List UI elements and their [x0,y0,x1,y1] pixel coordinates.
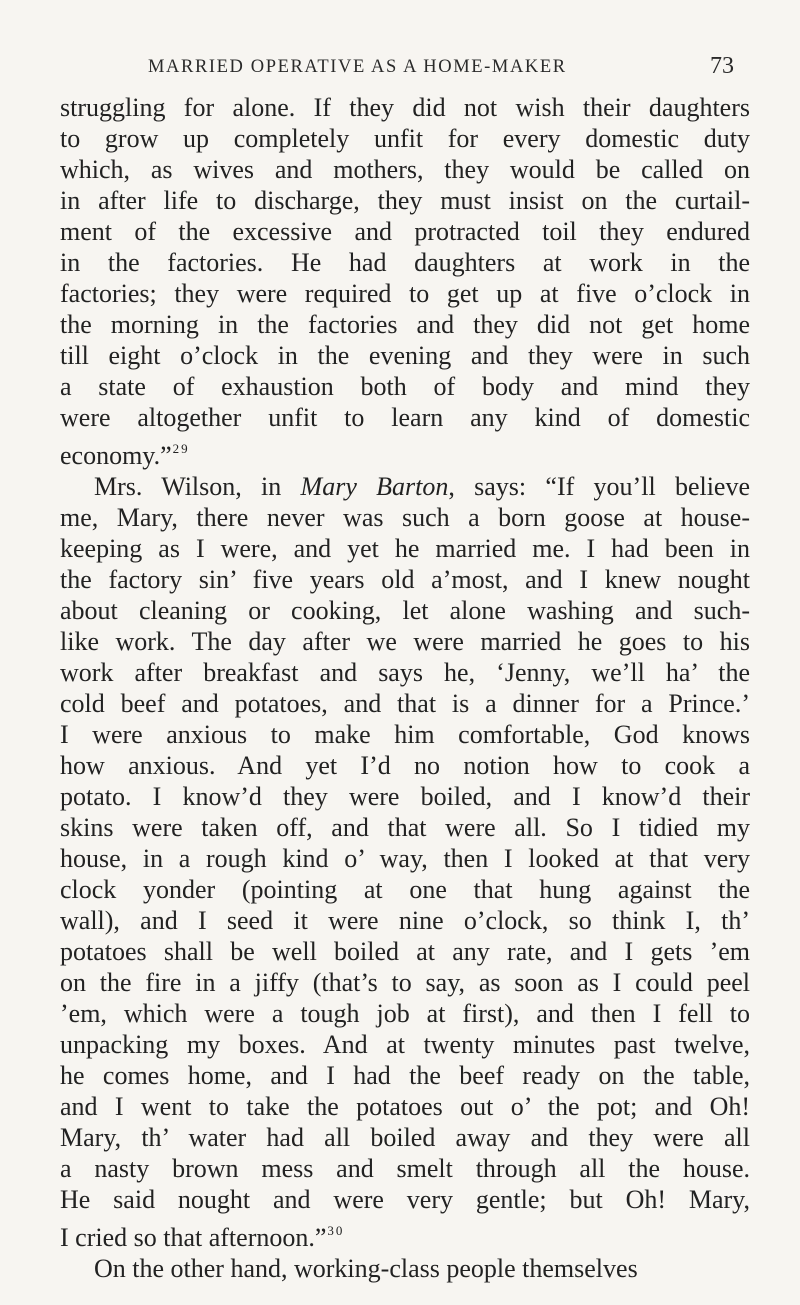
text-line: Mary, th’ water had all boiled away and they were all [60,1123,750,1152]
text-line: wall), and I seed it were nine o’clock, so think I, th’ [60,906,750,935]
page-number: 73 [710,53,734,79]
footnote-ref-29: 29 [172,441,190,456]
text-line: He said nought and were very gentle; but Oh! Mary, [60,1185,750,1214]
footnote-ref-30: 30 [327,1223,345,1238]
text-line: struggling for alone. If they did not wish their daughters [60,93,750,122]
text-line: he comes home, and I had the beef ready on the table, [60,1061,750,1090]
text-line: skins were taken off, and that were all. So I tidied my [60,813,750,842]
book-title: Mary Barton [300,472,449,501]
text-line: On the other hand, working-class people themselves [94,1254,638,1283]
text-fragment: I cried so that afternoon.” [60,1223,327,1252]
running-head: MARRIED OPERATIVE AS A HOME-MAKER [148,57,567,77]
text-line: work after breakfast and says he, ‘Jenny, we’ll ha’ the [60,658,750,687]
text-line: I were anxious to make him comfortable, God knows [60,720,750,749]
text-line: a nasty brown mess and smelt through all the house. [60,1154,750,1183]
text-line: clock yonder (pointing at one that hung against the [60,875,750,904]
text-line: ment of the excessive and protracted toil they endured [60,217,750,246]
text-line: factories; they were required to get up at five o’clock in [60,279,750,308]
text-line: which, as wives and mothers, they would be called on [60,155,750,184]
text-line: ’em, which were a tough job at first), and then I fell to [60,999,750,1028]
text-line: were altogether unfit to learn any kind of domestic [60,403,750,432]
text-line: potato. I know’d they were boiled, and I know’d their [60,782,750,811]
text-line: and I went to take the potatoes out o’ the pot; and Oh! [60,1092,750,1121]
text-line: how anxious. And yet I’d no notion how to cook a [60,751,750,780]
text-line: in the factories. He had daughters at work in the [60,248,750,277]
text-line [60,471,750,502]
text-fragment: economy.” [60,441,172,470]
body-text [60,92,750,1284]
text-line: on the fire in a jiffy (that’s to say, as soon as I could peel [60,968,750,997]
text-fragment: Mrs. Wilson, in [94,472,301,501]
text-line: to grow up completely unfit for every domestic duty [60,124,750,153]
text-line: in after life to discharge, they must insist on the curtail- [60,186,750,215]
text-line: cold beef and potatoes, and that is a dinner for a Prince.’ [60,689,750,718]
text-line: like work. The day after we were married he goes to his [60,627,750,656]
text-line: about cleaning or cooking, let alone washing and such- [60,596,750,625]
text-line: unpacking my boxes. And at twenty minutes past twelve, [60,1030,750,1059]
text-fragment: , says: “If you’ll believe [448,472,751,501]
text-line: a state of exhaustion both of body and mind they [60,372,750,401]
text-line: keeping as I were, and yet he married me. I had been in [60,534,750,563]
text-line: the morning in the factories and they did not get home [60,310,750,339]
text-line: till eight o’clock in the evening and they were in such [60,341,750,370]
text-line [60,433,750,471]
text-line [60,1215,750,1253]
text-line: me, Mary, there never was such a born goose at house- [60,503,750,532]
text-line: potatoes shall be well boiled at any rate, and I gets ’em [60,937,750,966]
text-line: house, in a rough kind o’ way, then I looked at that very [60,844,750,873]
text-line: the factory sin’ five years old a’most, and I knew nought [60,565,750,594]
